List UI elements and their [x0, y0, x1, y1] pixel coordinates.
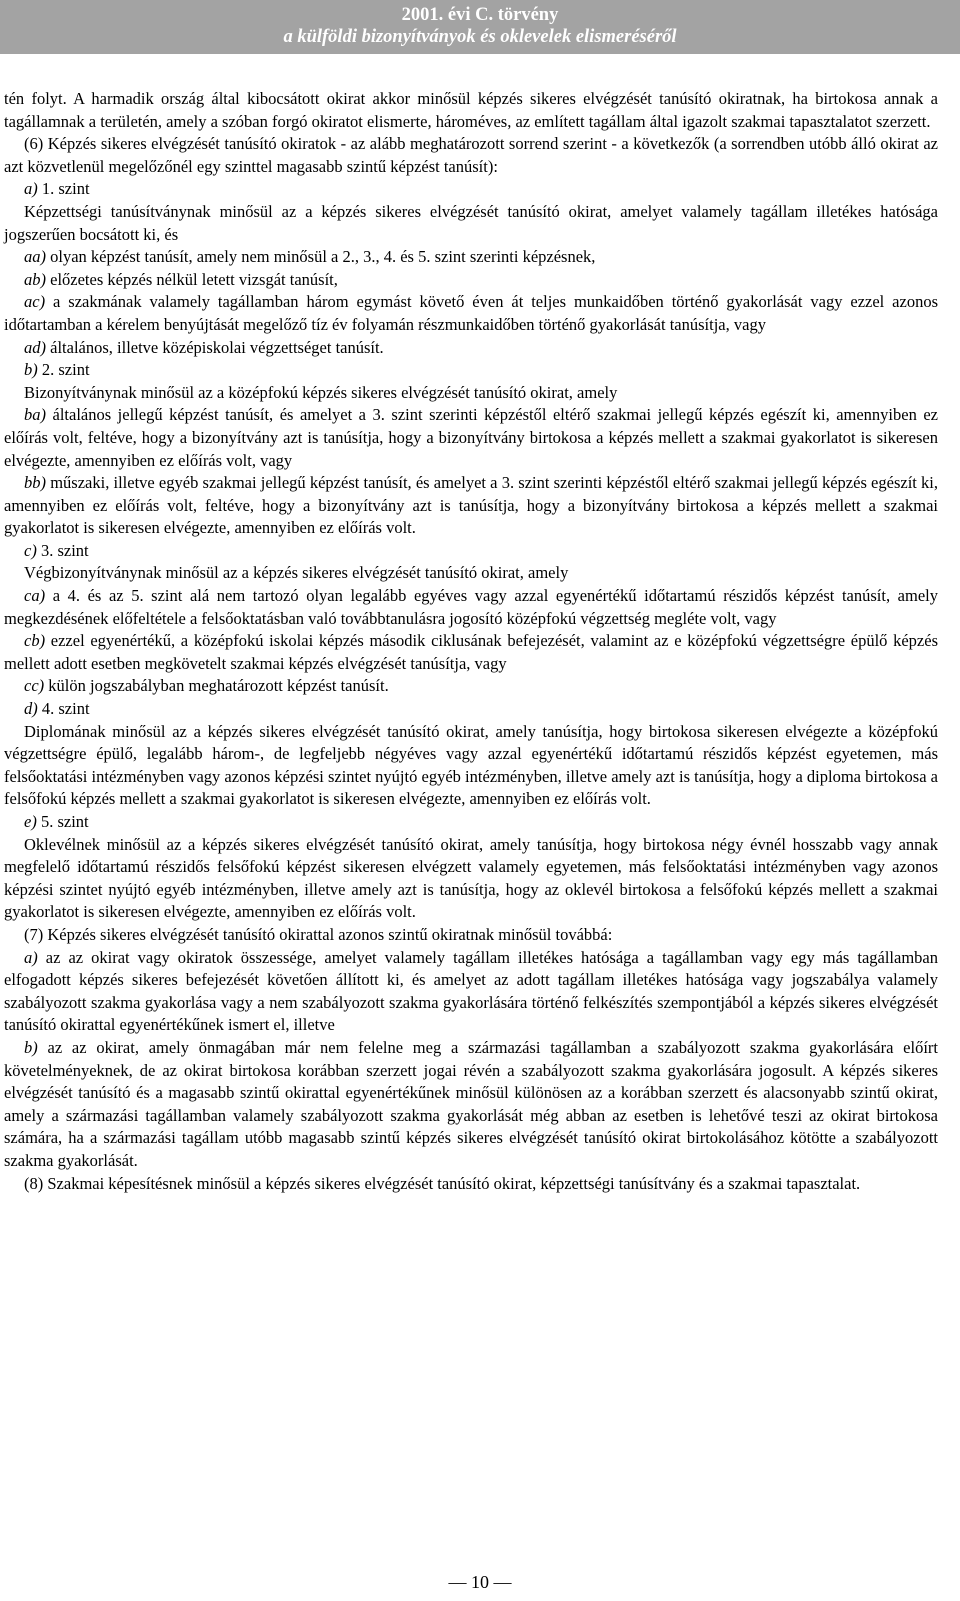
page-number: — 10 — — [448, 1572, 512, 1592]
paragraph — [4, 404, 938, 472]
paragraph-text: 4. szint — [41, 699, 90, 719]
paragraph-text: olyan képzést tanúsít, amely nem minősül a 2., 3., 4. és 5. szint szerinti képzésnek, — [50, 247, 596, 267]
paragraph-label: a) — [24, 947, 38, 967]
paragraph — [4, 585, 938, 630]
header-title: 2001. évi C. törvény — [401, 5, 559, 25]
paragraph-text: (6) Képzés sikeres elvégzését tanúsító okiratok - az alább meghatározott sorrend szerint - a következők (a sorrendben utóbb álló okirat az azt közvetlenül megelőzőnél egy szinttel magasabb szintű képzést tanúsít): — [4, 134, 938, 176]
header-subtitle: a külföldi bizonyítványok és oklevelek elismeréséről — [283, 27, 677, 47]
paragraph-label: ad) — [24, 337, 46, 357]
paragraph — [4, 246, 938, 269]
paragraph-label: cc) — [24, 676, 45, 696]
paragraph — [4, 562, 938, 585]
paragraph — [4, 1037, 938, 1173]
paragraph — [4, 201, 938, 246]
paragraph-text: a 4. és az 5. szint alá nem tartozó olyan legalább egyéves vagy azzal egyenértékű időtartamú részidős képzést tanúsít, amely megkezdésének előfeltétele a felsőoktatásban való továbbtanulásra jogosító középfokú végzettség megléte volt, vagy — [4, 586, 938, 628]
paragraph-text: Diplomának minősül az a képzés sikeres elvégzését tanúsító okirat, amely tanúsítja, hogy birtokosa sikeresen elvégezte a középfokú végzettségre épülő, legalább három-, de legfeljebb négyéves vagy azzal egyenértékű időtartamú részidős képzést egyetemen, más felsőoktatási intézményben vagy azonos képzési szintet nyújtó egyéb intézményben, illetve amely azt is tanúsítja, hogy a diploma birtokosa a felsőfokú képzés mellett a szakmai gyakorlatot is sikeresen elvégezte, amennyiben ez előírás volt. — [4, 721, 938, 809]
paragraph — [4, 291, 938, 336]
paragraph-text: 5. szint — [40, 812, 89, 831]
paragraph-text: ezzel egyenértékű, a középfokú iskolai képzés második ciklusának befejezését, valamint az e középfokú végzettségre épülő képzés mellett adott esetben megkövetelt szakmai képzés elvégzését tanúsítja, vagy — [4, 631, 938, 673]
paragraph — [4, 630, 938, 675]
paragraph-text: Oklevélnek minősül az a képzés sikeres elvégzését tanúsító okirat, amely tanúsítja, hogy birtokosa négy évnél hosszabb vagy annak megfelelő időtartamú részidős felsőfokú képzést sikeresen elvégzett valamely egyetemen, más felsőoktatási intézményben vagy azonos képzési szintet nyújtó egyéb intézményben, illetve amely azt is tanúsítja, hogy az oklevél birtokosa a felsőfokú képzés mellett a szakmai gyakorlatot is sikeresen elvégezte, amennyiben ez előírás volt. — [4, 834, 938, 922]
paragraph-label: bb) — [24, 473, 46, 493]
paragraph-label: b) — [24, 360, 38, 380]
paragraph-text: 2. szint — [41, 360, 90, 380]
paragraph-text: műszaki, illetve egyéb szakmai jellegű képzést tanúsít, és amelyet a 3. szint szerinti képzéstől eltérő szakmai jellegű képzés egészít ki, amennyiben ez előírás volt, feltéve, hogy a bizonyítvány azt is tanúsítja, hogy a bizonyítvány birtokosa a képzés mellett a szakmai gyakorlatot is sikeresen elvégezte, amennyiben ez előírás volt. — [4, 473, 939, 538]
paragraph-label: aa) — [24, 247, 46, 267]
document-body — [4, 88, 938, 1195]
paragraph-text: Bizonyítványnak minősül az a középfokú képzés sikeres elvégzését tanúsító okirat, amely — [24, 382, 618, 402]
paragraph-text: tén folyt. A harmadik ország által kibocsátott okirat akkor minősül képzés sikeres elvégzését tanúsító okiratnak, ha birtokosa annak a tagállamnak a területén, amely a szóban forgó okiratot elismerte, hároméves, az említett tagállam által igazolt szakmai tapasztalatot szerzett. — [4, 89, 938, 131]
paragraph — [4, 811, 938, 834]
paragraph-text: Végbizonyítványnak minősül az a képzés sikeres elvégzését tanúsító okirat, amely — [24, 563, 569, 583]
paragraph-text: általános jellegű képzést tanúsít, és amelyet a 3. szint szerinti képzéstől eltérő szakmai jellegű képzés egészít ki, amennyiben ez előírás volt, feltéve, hogy a bizonyítvány azt is tanúsítja, hogy a bizonyítvány birtokosa a képzés mellett a szakmai gyakorlatot is sikeresen elvégezte, amennyiben ez előírás volt, vagy — [4, 405, 938, 470]
paragraph-label: ac) — [24, 292, 46, 312]
paragraph — [4, 178, 938, 201]
paragraph-text: 1. szint — [41, 179, 90, 199]
paragraph-label: d) — [24, 699, 38, 719]
paragraph — [4, 133, 938, 178]
paragraph — [4, 834, 938, 924]
paragraph-label: ba) — [24, 405, 46, 425]
paragraph-text: az az okirat vagy okiratok összessége, amelyet valamely tagállam illetékes hatósága a tagállamban vagy egy más tagállamban elfogadott képzés sikeres befejezését követően állított ki, és amelyet az adott tagállam illetékes hatósága vagy jogszabálya valamely szabályozott szakma gyakorlása vagy a nem szabályozott szakma gyakorlására történő felkészítés szempontjából a képzés sikeres elvégzését tanúsító okirattal egyenértékűnek ismert el, illetve — [4, 947, 938, 1035]
paragraph — [4, 947, 938, 1037]
running-header — [0, 0, 960, 54]
paragraph — [4, 382, 938, 405]
paragraph — [4, 675, 938, 698]
paragraph — [4, 269, 938, 292]
paragraph — [4, 1173, 938, 1196]
paragraph — [4, 472, 938, 540]
paragraph — [4, 721, 938, 811]
paragraph — [4, 540, 938, 563]
paragraph-text: általános, illetve középiskolai végzettséget tanúsít. — [50, 337, 384, 357]
paragraph — [4, 337, 938, 360]
paragraph — [4, 359, 938, 382]
paragraph-text: Képzettségi tanúsítványnak minősül az a képzés sikeres elvégzését tanúsító okirat, amelyet valamely tagállam illetékes hatósága jogszerűen bocsátott ki, és — [4, 201, 938, 244]
paragraph-text: a szakmának valamely tagállamban három egymást követő éven át teljes munkaidőben történő gyakorlását vagy ezzel azonos időtartamban a kérelem benyújtását megelőző tíz év folyamán részmunkaidőben történő gyakorlását tanúsítja, vagy — [4, 292, 939, 334]
paragraph-label: ab) — [24, 269, 46, 289]
paragraph-text: előzetes képzés nélkül letett vizsgát tanúsít, — [50, 269, 338, 289]
paragraph — [4, 698, 938, 721]
paragraph-text: (7) Képzés sikeres elvégzését tanúsító okirattal azonos szintű okiratnak minősül továbbá: — [24, 924, 613, 944]
paragraph-text: 3. szint — [40, 540, 89, 560]
paragraph-label: e) — [24, 812, 37, 831]
paragraph-text: az az okirat, amely önmagában már nem felelne meg a származási tagállamban a szabályozott szakma gyakorlására előírt követelményeknek, de az okirat birtokosa korábban szerzett jogai révén a szabályozott szakma gyakorlására jogosult. A képzés sikeres elvégzését tanúsító és a magasabb szintű okirattal egyenértékűnek minősül különösen az a korábban szerzett és alacsonyabb szintű okirat, amely a származási tagállamban valamely szabályozott szakma gyakorlását még abban az esetben is lehetővé teszi az okirat birtokosa számára, ha a származási tagállam utóbb magasabb szintű képzés sikeres elvégzését tanúsító okirat birtokolásához kötötte a szabályozott szakma gyakorlását. — [4, 1037, 938, 1170]
paragraph — [4, 924, 938, 947]
paragraph-label: a) — [24, 179, 38, 199]
paragraph-label: c) — [24, 540, 37, 560]
paragraph-label: b) — [24, 1037, 38, 1057]
paragraph — [4, 88, 938, 133]
paragraph-label: ca) — [24, 586, 46, 606]
paragraph-text: (8) Szakmai képesítésnek minősül a képzés sikeres elvégzését tanúsító okirat, képzettségi tanúsítvány és a szakmai tapasztalat. — [24, 1173, 861, 1193]
paragraph-text: külön jogszabályban meghatározott képzést tanúsít. — [48, 676, 389, 696]
paragraph-label: cb) — [24, 631, 46, 651]
